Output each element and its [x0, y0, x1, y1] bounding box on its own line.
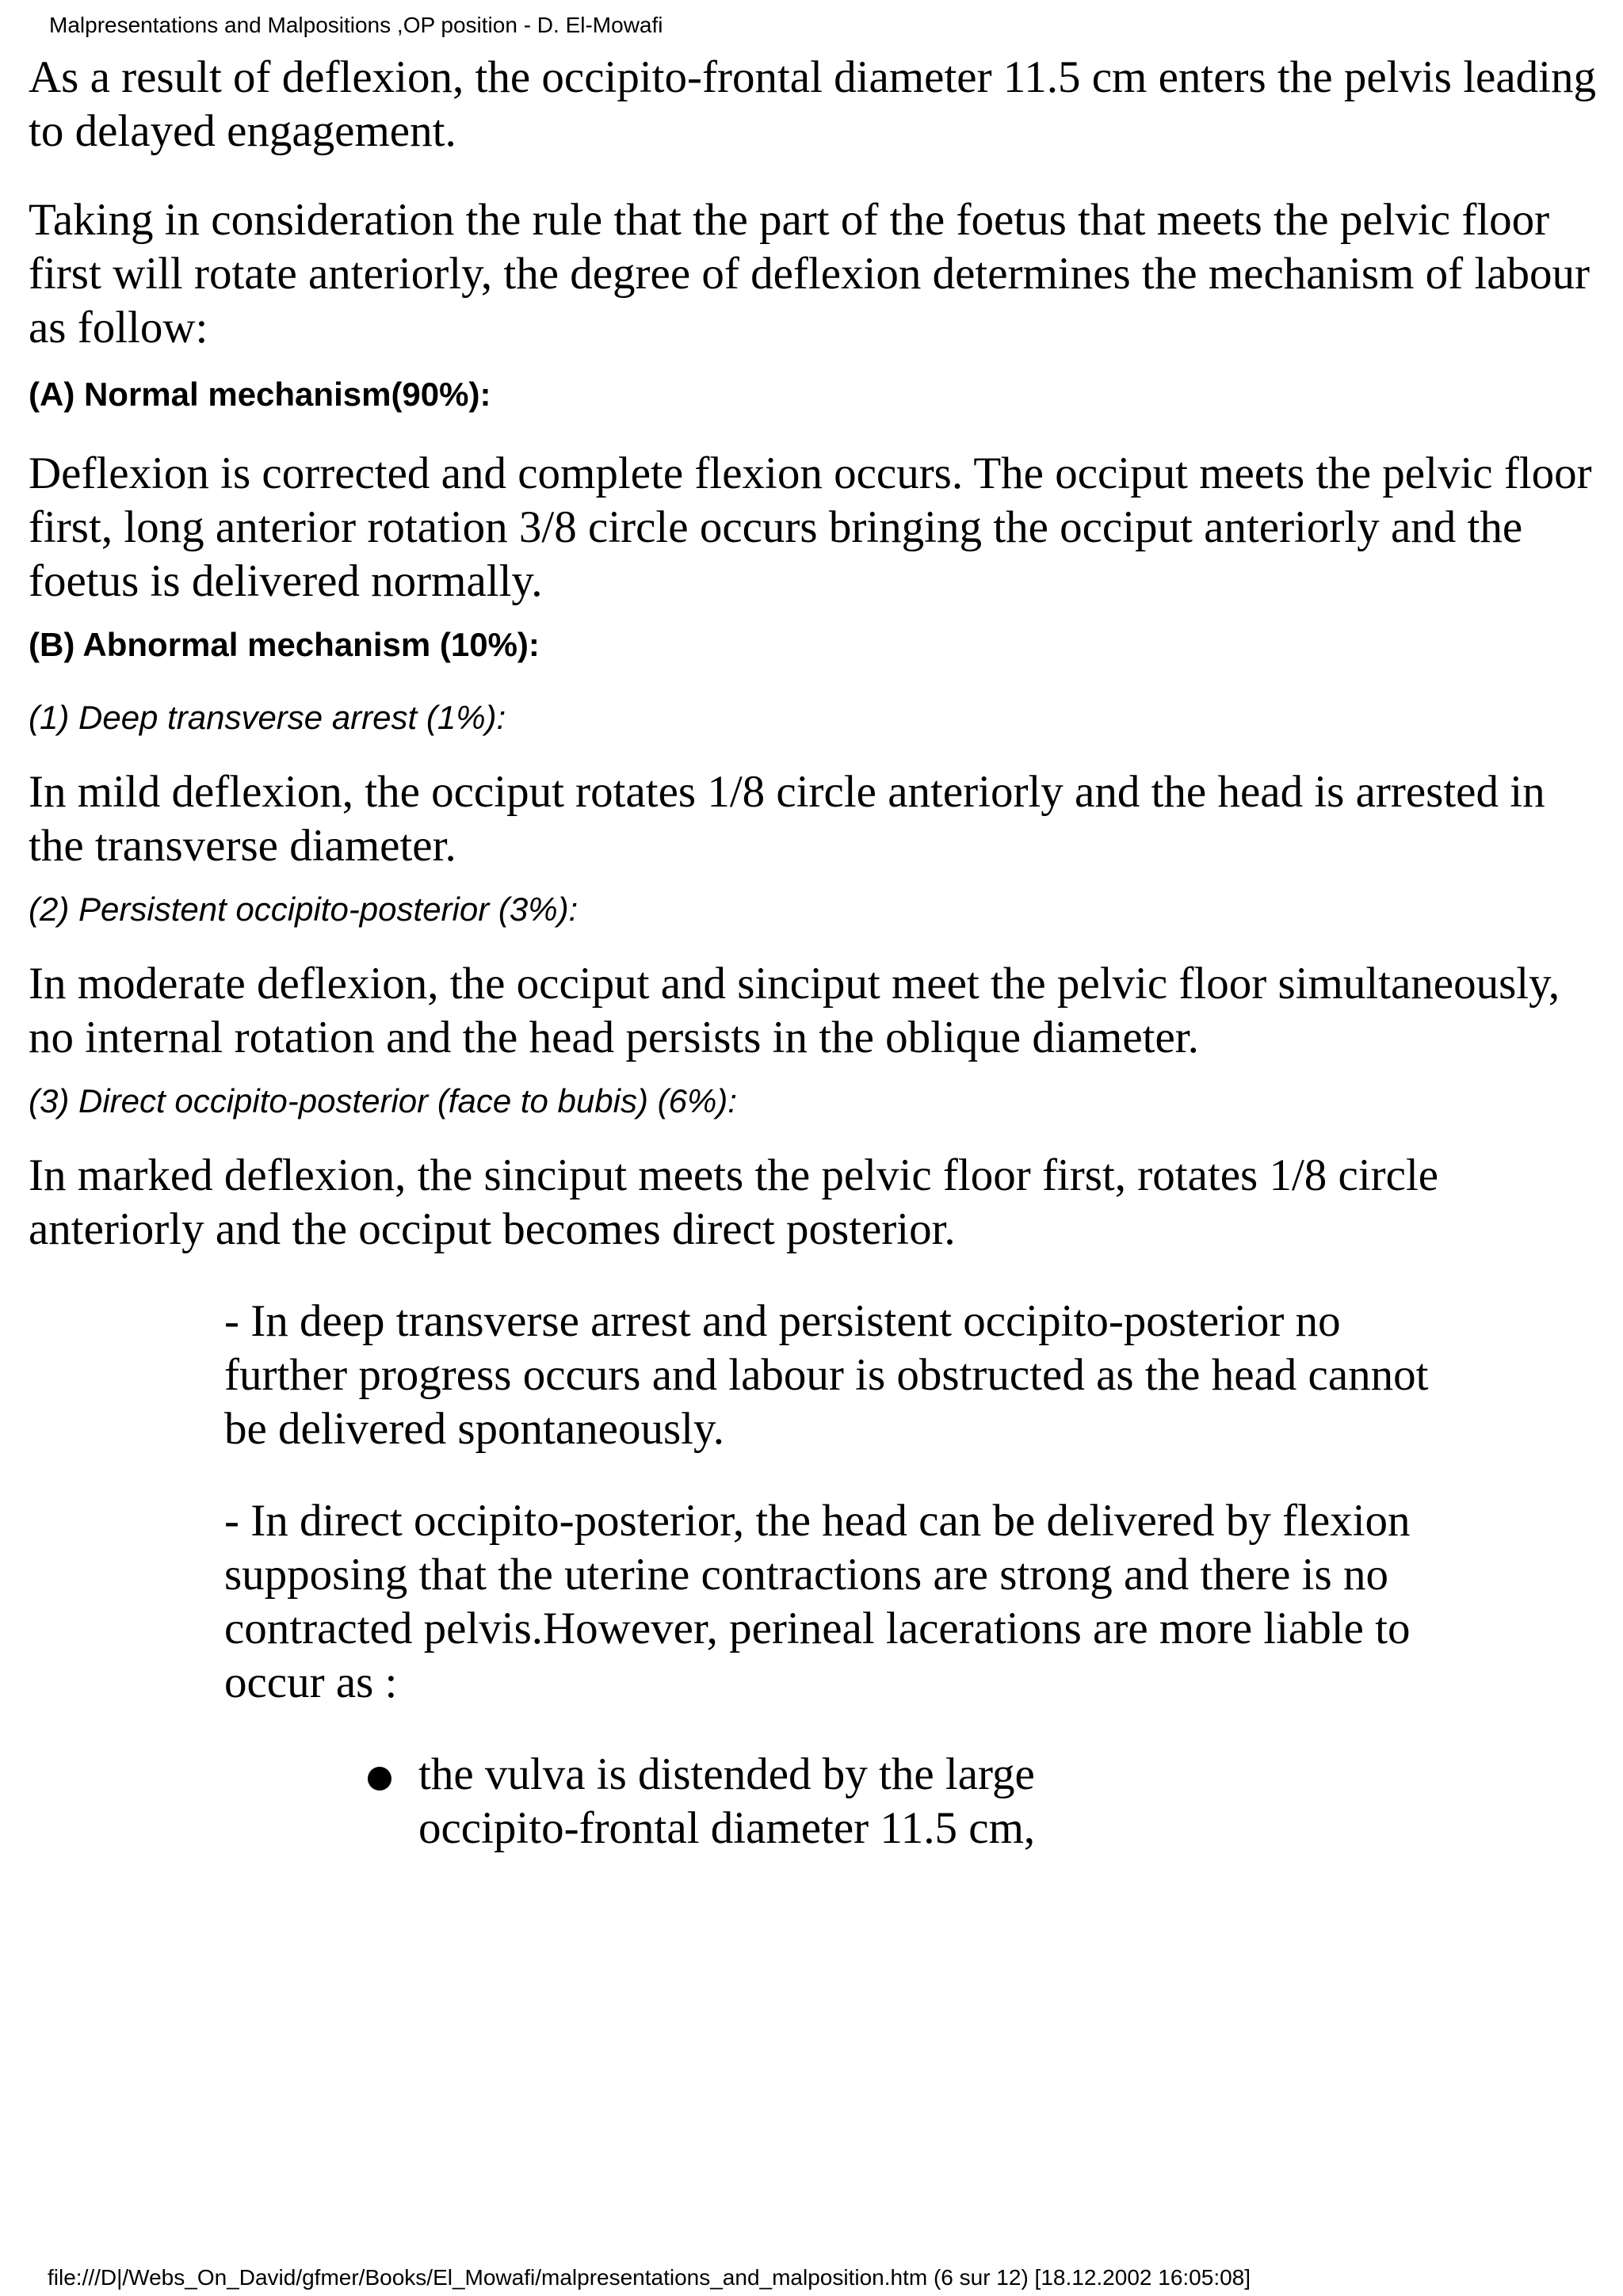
bullet-text: the vulva is distended by the large occipito-frontal diameter 11.5 cm,: [418, 1749, 1036, 1853]
paragraph-deflexion-engagement: As a result of deflexion, the occipito-frontal diameter 11.5 cm enters the pelvis leading to delayed engagement.: [29, 52, 1596, 156]
paragraph-persistent-op: In moderate deflexion, the occiput and sinciput meet the pelvic floor simultaneously, no internal rotation and the head persists in the oblique diameter.: [29, 959, 1560, 1062]
bullet-icon: [368, 1767, 391, 1791]
page-footer-path: file:///D|/Webs_On_David/gfmer/Books/El_Mowafi/malpresentations_and_malposition.htm (6 sur 12) [18.12.2002 16:05:08]: [48, 2265, 1251, 2290]
heading-normal-mechanism: (A) Normal mechanism(90%):: [29, 376, 491, 413]
bullet-list: [29, 1748, 1606, 1855]
subheading-persistent-op: (2) Persistent occipito-posterior (3%):: [29, 891, 579, 928]
note-obstructed-labour: - In deep transverse arrest and persistent occipito-posterior no further progress occurs and labour is obstructed as the head cannot be delivered spontaneously.: [224, 1296, 1429, 1454]
subheading-direct-op: (3) Direct occipito-posterior (face to bubis) (6%):: [29, 1082, 737, 1119]
list-item: [368, 1748, 1192, 1855]
subheading-deep-transverse-arrest: (1) Deep transverse arrest (1%):: [29, 699, 506, 736]
paragraph-deep-transverse-arrest: In mild deflexion, the occiput rotates 1/8 circle anteriorly and the head is arrested in the transverse diameter.: [29, 767, 1545, 871]
paragraph-direct-op: In marked deflexion, the sinciput meets the pelvic floor first, rotates 1/8 circle anteriorly and the occiput becomes direct posterior.: [29, 1150, 1439, 1254]
note-direct-op-delivery: - In direct occipito-posterior, the head can be delivered by flexion supposing that the uterine contractions are strong and there is no contracted pelvis.However, perineal lacerations are more liable to occur as :: [224, 1496, 1411, 1707]
document-body: [29, 51, 1606, 1855]
paragraph-mechanism-intro: Taking in consideration the rule that the part of the foetus that meets the pelvic floor first will rotate anteriorly, the degree of deflexion determines the mechanism of labour as follow:: [29, 195, 1591, 353]
page-header-title: Malpresentations and Malpositions ,OP position - D. El-Mowafi: [49, 13, 663, 37]
heading-abnormal-mechanism: (B) Abnormal mechanism (10%):: [29, 626, 540, 663]
paragraph-normal-mechanism: Deflexion is corrected and complete flexion occurs. The occiput meets the pelvic floor first, long anterior rotation 3/8 circle occurs bringing the occiput anteriorly and the foetus is delivered normally.: [29, 448, 1592, 606]
